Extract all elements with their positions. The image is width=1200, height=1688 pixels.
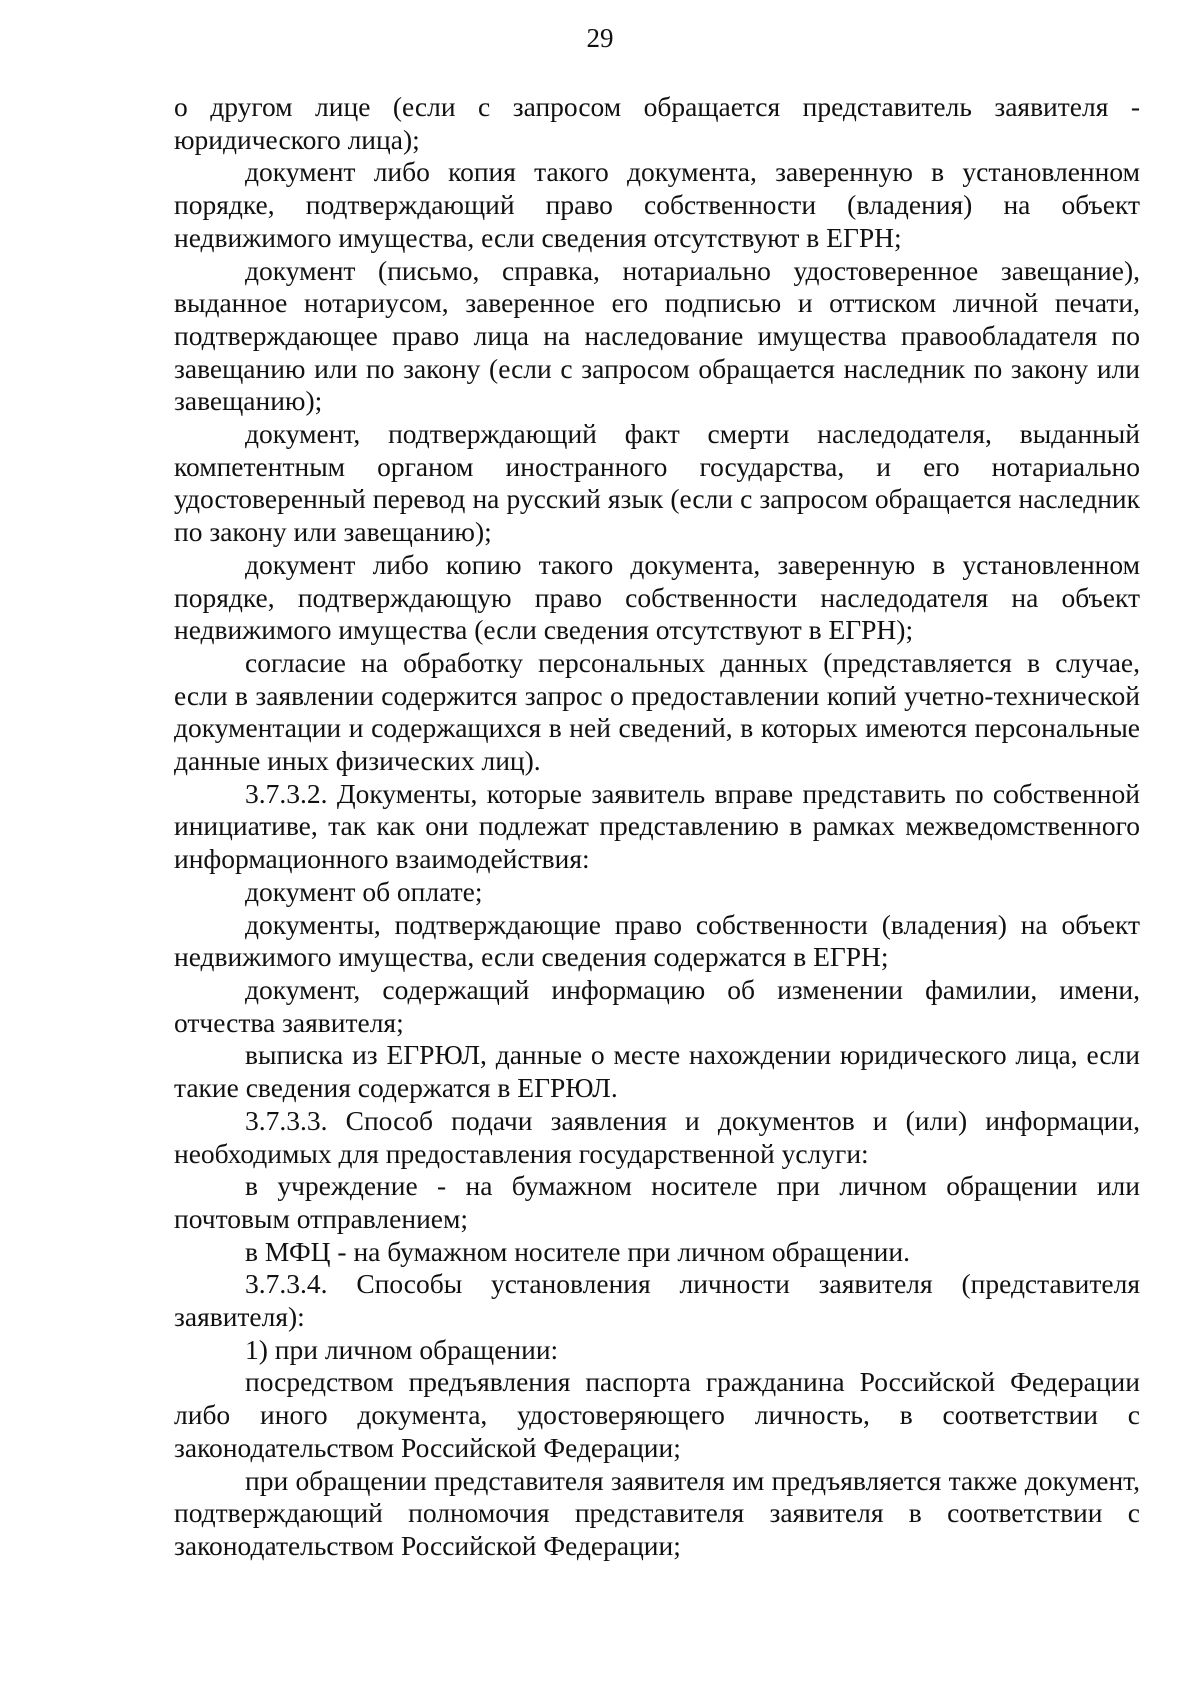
paragraph: документы, подтверждающие право собственности (владения) на объект недвижимого имущества, если сведения содержатся в ЕГРН; (174, 908, 1140, 973)
paragraph: документ, подтверждающий факт смерти наследодателя, выданный компетентным органом иностранного государства, и его нотариально удостоверенный перевод на русский язык (если с запросом обращается наследник по закону или завещанию); (174, 418, 1140, 548)
paragraph: документ об оплате; (245, 875, 483, 907)
paragraph: документ, содержащий информацию об изменении фамилии, имени, отчества заявителя; (174, 973, 1140, 1038)
section-paragraph-3-7-3-2: 3.7.3.2. Документы, которые заявитель вправе представить по собственной инициативе, так как они подлежат представлению в рамках межведомственного информационного взаимодействия: (174, 777, 1140, 875)
paragraph: документ либо копию такого документа, заверенную в установленном порядке, подтверждающую право собственности наследодателя на объект недвижимого имущества (если сведения отсутствуют в ЕГРН); (174, 548, 1140, 646)
paragraph: документ либо копия такого документа, заверенную в установленном порядке, подтверждающий право собственности (владения) на объект недвижимого имущества, если сведения отсутствуют в ЕГРН; (174, 156, 1140, 253)
paragraph: посредством предъявления паспорта гражданина Российской Федерации либо иного документа, удостоверяющего личность, в соответствии с законодательством Российской Федерации; (174, 1366, 1140, 1463)
document-body (174, 91, 1140, 1563)
section-paragraph-3-7-3-3: 3.7.3.3. Способ подачи заявления и документов и (или) информации, необходимых для предоставления государственной услуги: (174, 1104, 1140, 1169)
paragraph: о другом лице (если с запросом обращается представитель заявителя - юридического лица); (174, 91, 1140, 155)
page-number: 29 (586, 23, 614, 53)
paragraph: выписка из ЕГРЮЛ, данные о месте нахождении юридического лица, если такие сведения содержатся в ЕГРЮЛ. (174, 1039, 1140, 1104)
section-paragraph-3-7-3-4: 3.7.3.4. Способы установления личности заявителя (представителя заявителя): (174, 1268, 1140, 1333)
paragraph: в учреждение - на бумажном носителе при личном обращении или почтовым отправлением; (174, 1170, 1140, 1234)
paragraph: документ (письмо, справка, нотариально удостоверенное завещание), выданное нотариусом, заверенное его подписью и оттиском личной печати, подтверждающее право лица на наследование имущества правообладателя по завещанию или по закону (если с запросом обращается наследник по закону или завещанию); (174, 254, 1140, 417)
paragraph: 1) при личном обращении: (245, 1333, 559, 1365)
paragraph: в МФЦ - на бумажном носителе при личном обращении. (245, 1235, 910, 1267)
paragraph: согласие на обработку персональных данных (представляется в случае, если в заявлении содержится запрос о предоставлении копий учетно-технической документации и содержащихся в ней сведений, в которых имеются персональные данные иных физических лиц). (174, 646, 1140, 777)
paragraph: при обращении представителя заявителя им предъявляется также документ, подтверждающий полномочия представителя заявителя в соответствии с законодательством Российской Федерации; (174, 1464, 1140, 1561)
